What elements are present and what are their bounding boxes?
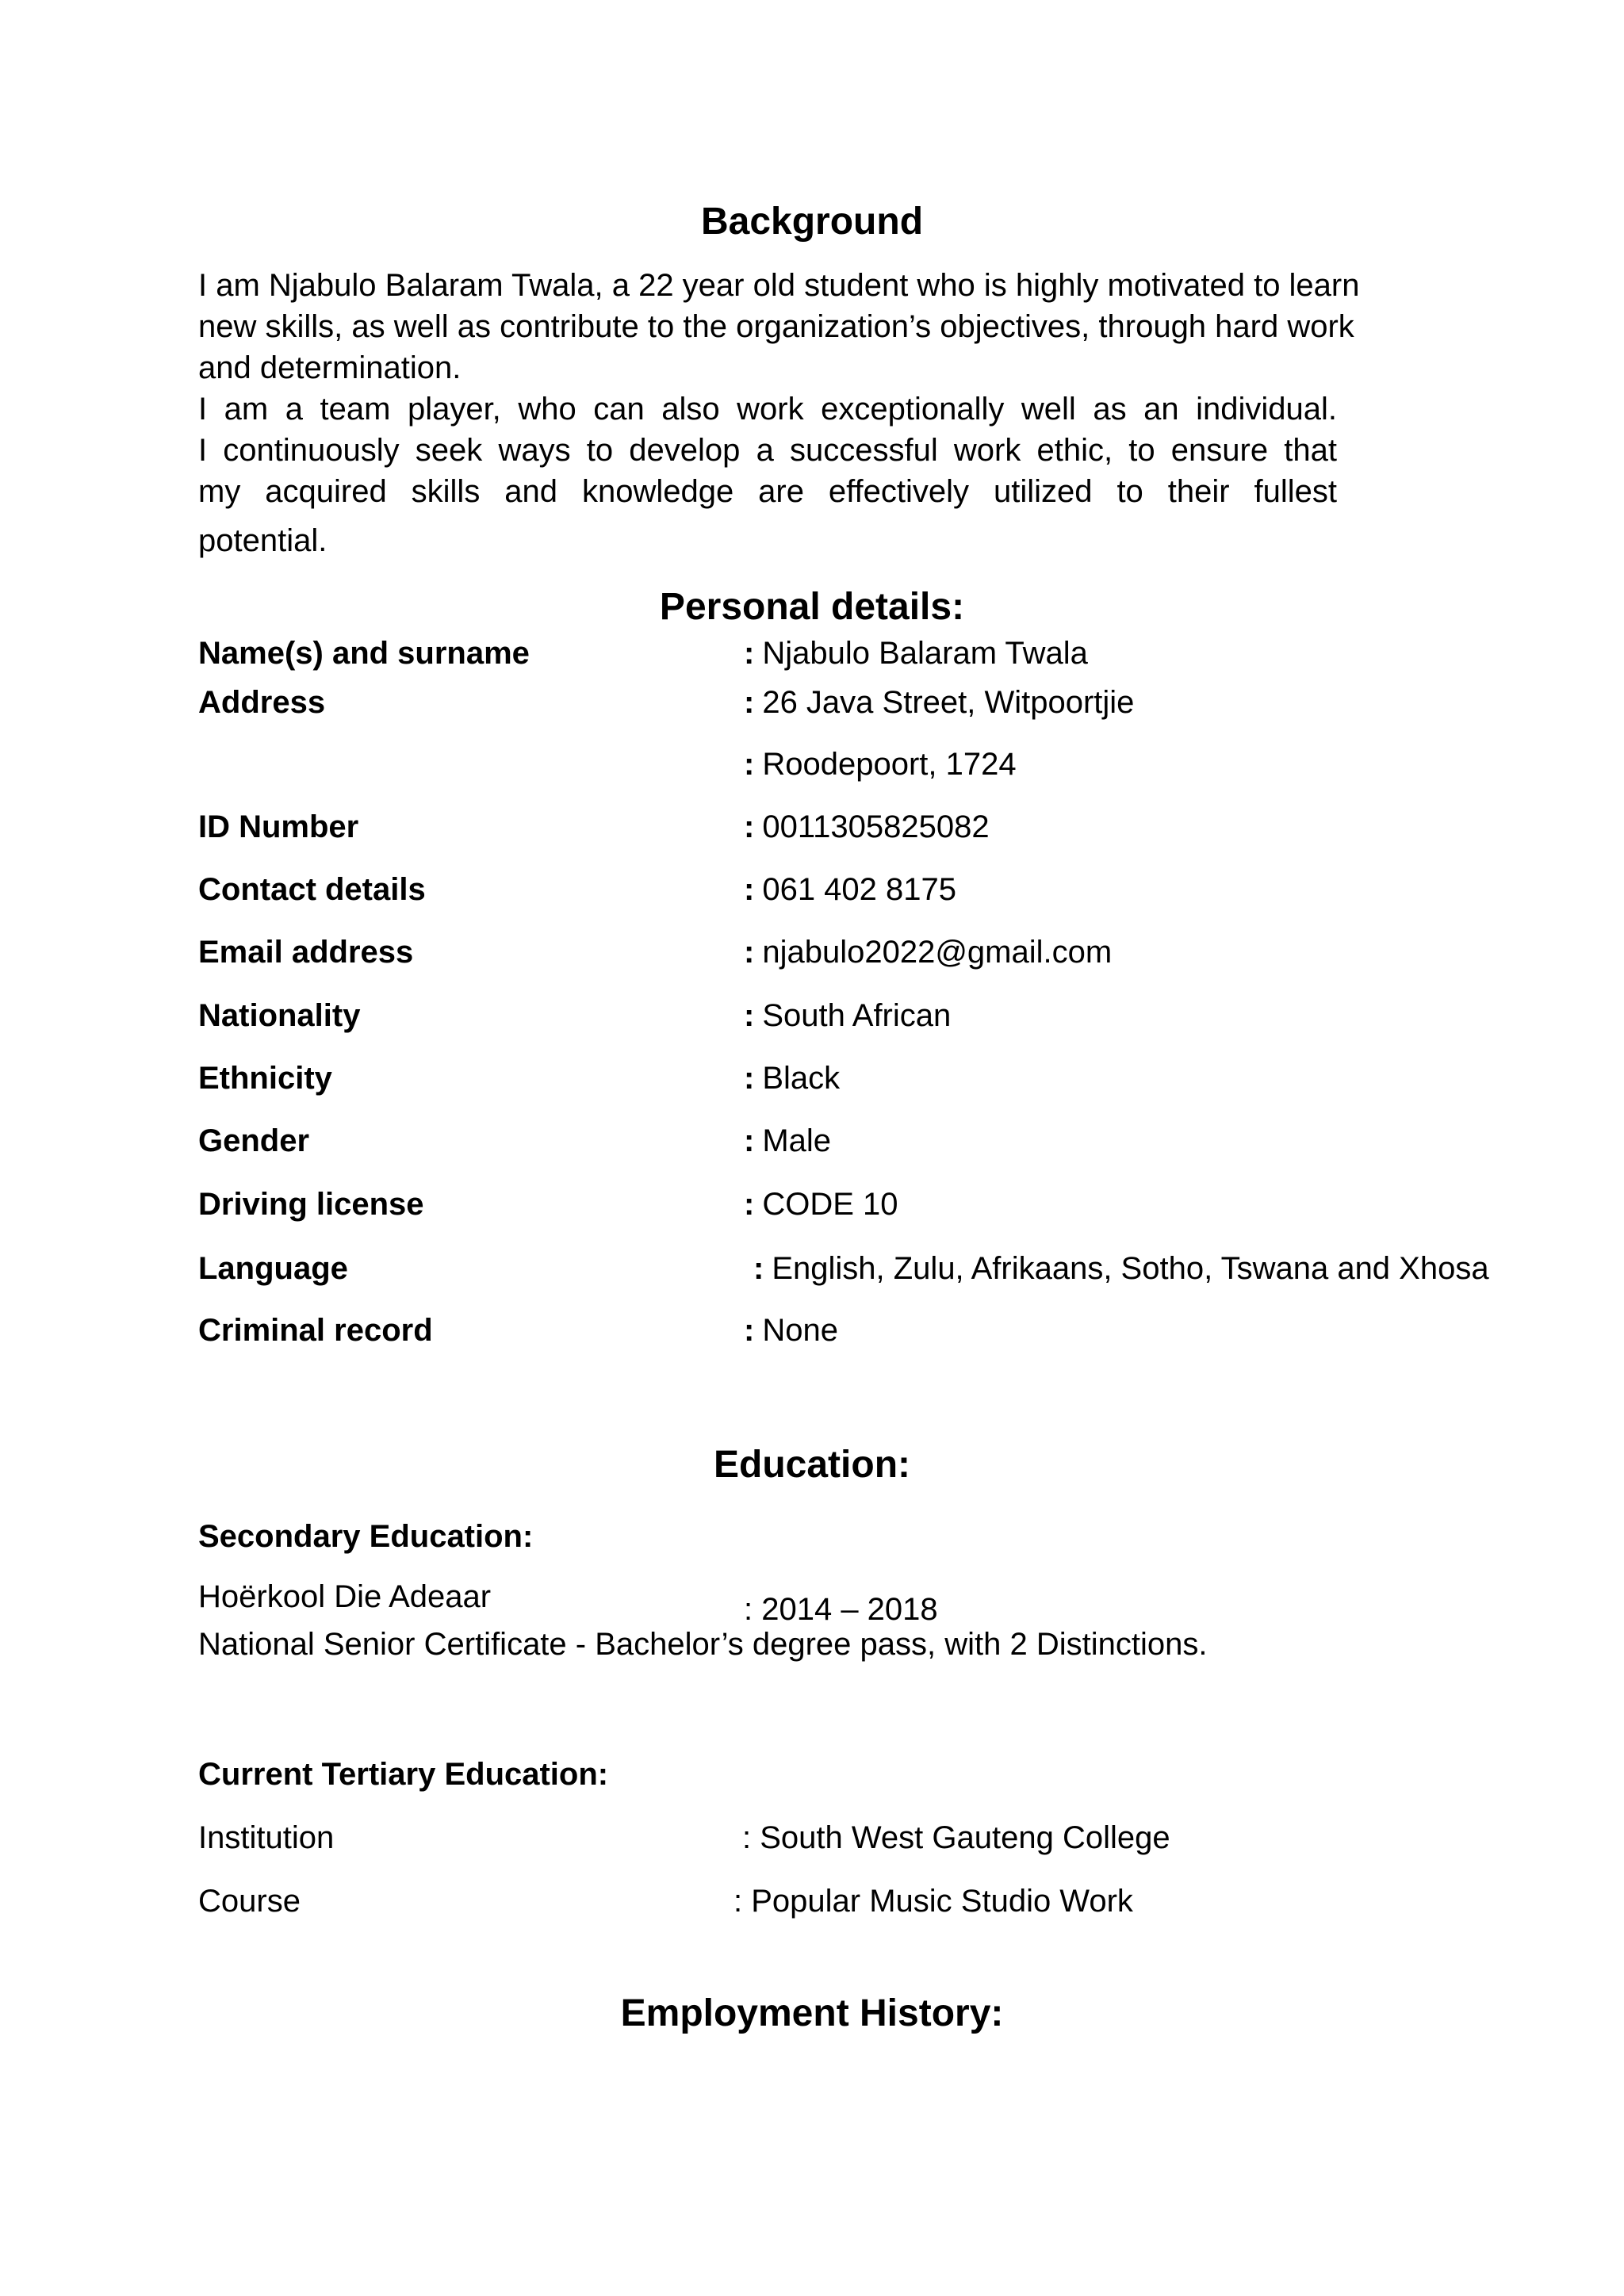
detail-colon: : — [744, 747, 755, 782]
detail-value-language — [753, 1249, 1489, 1288]
detail-label-ethnicity: Ethnicity — [198, 1061, 332, 1096]
tertiary-education-heading: Current Tertiary Education: — [198, 1757, 609, 1792]
detail-value-text: Male — [762, 1123, 832, 1158]
background-line: my acquired skills and knowledge are effectively utilized to their fullest — [198, 474, 1337, 509]
detail-value-gender — [744, 1122, 831, 1160]
detail-value-address-line2 — [744, 745, 1017, 783]
background-line: I am Njabulo Balaram Twala, a 22 year old student who is highly motivated to learn — [198, 268, 1360, 303]
detail-value-text: English, Zulu, Afrikaans, Sotho, Tswana and Xhosa — [772, 1251, 1489, 1286]
detail-colon: : — [744, 935, 755, 970]
tertiary-course-value: : Popular Music Studio Work — [733, 1884, 1133, 1919]
secondary-school-result: National Senior Certificate - Bachelor’s degree pass, with 2 Distinctions. — [198, 1627, 1208, 1662]
background-line: and determination. — [198, 350, 462, 385]
detail-label-contact: Contact details — [198, 872, 426, 907]
background-heading: Background — [700, 201, 924, 243]
detail-label-name: Name(s) and surname — [198, 636, 530, 671]
detail-label-email: Email address — [198, 935, 414, 970]
detail-value-address — [744, 683, 1134, 721]
detail-value-text: CODE 10 — [762, 1187, 898, 1222]
detail-value-ethnicity — [744, 1059, 840, 1097]
detail-colon: : — [744, 872, 755, 907]
detail-label-criminal-record: Criminal record — [198, 1313, 433, 1348]
detail-value-nationality — [744, 997, 951, 1035]
detail-value-name — [744, 634, 1088, 672]
detail-value-text: 0011305825082 — [762, 809, 990, 844]
detail-colon: : — [744, 636, 755, 671]
detail-value-text: njabulo2022@gmail.com — [762, 935, 1113, 970]
background-line: I continuously seek ways to develop a successful work ethic, to ensure that — [198, 433, 1337, 468]
background-line: I am a team player, who can also work exceptionally well as an individual. — [198, 392, 1337, 427]
detail-value-contact — [744, 871, 956, 909]
secondary-school-years: : 2014 – 2018 — [744, 1592, 938, 1627]
detail-colon: : — [744, 1123, 755, 1158]
detail-label-language: Language — [198, 1251, 348, 1286]
background-line: new skills, as well as contribute to the organization’s objectives, through hard work — [198, 309, 1354, 344]
detail-colon: : — [744, 809, 755, 844]
secondary-education-heading: Secondary Education: — [198, 1519, 534, 1554]
detail-label-driving-license: Driving license — [198, 1187, 424, 1222]
background-paragraph — [198, 265, 1360, 561]
detail-value-text: South African — [762, 998, 952, 1033]
detail-colon: : — [744, 685, 755, 720]
tertiary-institution-label: Institution — [198, 1820, 335, 1855]
tertiary-course-label: Course — [198, 1884, 301, 1919]
detail-value-text: 26 Java Street, Witpoortjie — [762, 685, 1135, 720]
tertiary-institution-value: : South West Gauteng College — [742, 1820, 1170, 1855]
detail-colon: : — [753, 1251, 764, 1286]
detail-colon: : — [744, 1061, 755, 1096]
education-heading: Education: — [714, 1444, 910, 1486]
detail-value-text: None — [762, 1313, 838, 1348]
detail-colon: : — [744, 998, 755, 1033]
detail-colon: : — [744, 1187, 755, 1222]
background-line: potential. — [198, 523, 327, 558]
detail-value-text: Njabulo Balaram Twala — [762, 636, 1088, 671]
detail-label-id-number: ID Number — [198, 809, 359, 844]
detail-value-text: Roodepoort, 1724 — [762, 747, 1017, 782]
detail-value-driving-license — [744, 1185, 898, 1223]
detail-value-criminal-record — [744, 1311, 838, 1349]
detail-label-gender: Gender — [198, 1123, 310, 1158]
detail-value-id-number — [744, 808, 990, 846]
personal-details-heading: Personal details: — [659, 586, 965, 628]
secondary-school-name: Hoërkool Die Adeaar — [198, 1579, 492, 1614]
detail-label-address: Address — [198, 685, 326, 720]
employment-history-heading: Employment History: — [620, 1992, 1004, 2034]
detail-value-text: 061 402 8175 — [762, 872, 957, 907]
detail-value-email — [744, 933, 1112, 971]
detail-colon: : — [744, 1313, 755, 1348]
detail-label-nationality: Nationality — [198, 998, 361, 1033]
detail-value-text: Black — [762, 1061, 841, 1096]
